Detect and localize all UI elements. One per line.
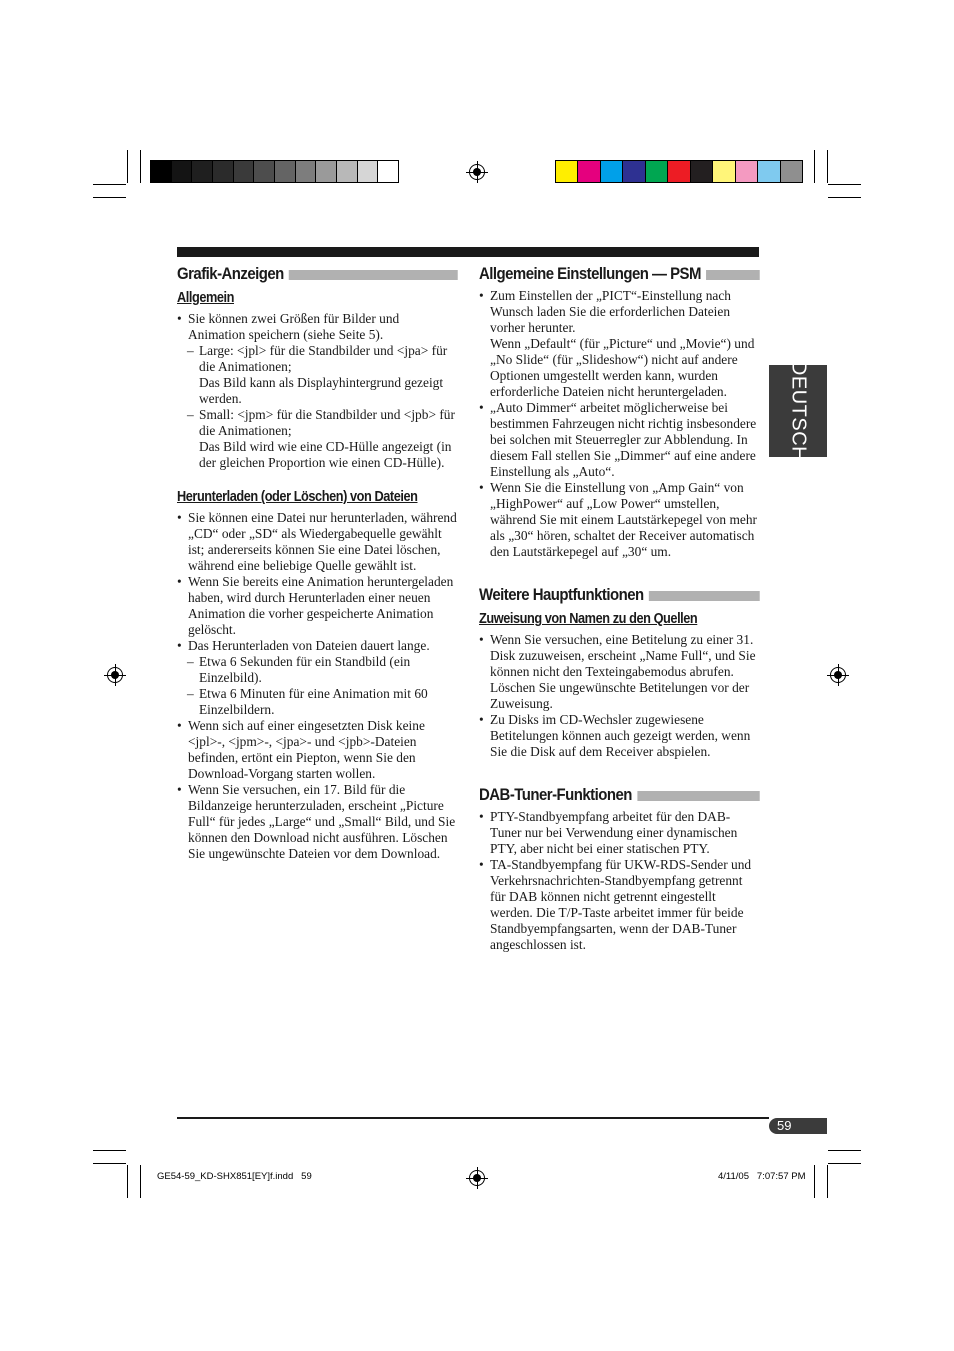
list-item: • Wenn Sie bereits eine Animation heruntergeladen haben, wird durch Herunterladen einer neuen Animation die vorher gespeicherte Animation gelöscht. [177, 574, 459, 638]
language-tab-label: DEUTSCH [787, 360, 810, 462]
crop-mark [828, 1150, 861, 1151]
section-heading: Grafik-Anzeigen [177, 262, 457, 286]
list-item: Das Bild kann als Displayhintergrund gezeigt werden. [199, 375, 444, 406]
color-swatch [254, 161, 275, 182]
registration-mark-icon [830, 667, 846, 683]
list-item: • Sie können eine Datei nur herunterladen, während „CD“ oder „SD“ als Wiedergabequelle gewählt ist; andererseits können Sie eine Datei löschen, während eine beliebige Quelle gewählt ist. [177, 510, 459, 574]
list-item: – Etwa 6 Sekunden für ein Standbild (ein Einzelbild). [187, 654, 411, 685]
heading-fill-bar [289, 270, 457, 280]
grayscale-color-bar [150, 160, 399, 183]
color-swatch [601, 161, 623, 182]
color-swatch [172, 161, 193, 182]
color-swatch [316, 161, 337, 182]
file-slug: GE54-59_KD-SHX851[EY]f.indd 59 [157, 1171, 312, 1182]
color-swatch [646, 161, 668, 182]
list-item: • Wenn Sie versuchen, ein 17. Bild für die Bildanzeige herunterzuladen, erscheint „Picture Full“ für jedes „Large“ und „Small“ Bild, und Sie können den Download nicht ausführen. Löschen Sie ungewünschte Dateien vor dem Download. [177, 782, 459, 862]
heading-fill-bar [637, 791, 759, 801]
color-swatch [337, 161, 358, 182]
color-swatch [713, 161, 735, 182]
list-item: Das Bild wird wie eine CD-Hülle angezeigt (in der gleichen Proportion wie einen CD-Hülle). [199, 439, 452, 470]
page-number-badge [769, 1118, 827, 1134]
registration-mark-icon [107, 667, 123, 683]
crop-mark [93, 1163, 126, 1164]
crop-mark [140, 1165, 141, 1198]
color-swatch [296, 161, 317, 182]
crop-mark [828, 1163, 861, 1164]
color-swatch [151, 161, 172, 182]
list-item: – Large: <jpl> für die Standbilder und <jpa> für die Animationen; [187, 343, 448, 374]
color-swatch [378, 161, 398, 182]
color-swatch [213, 161, 234, 182]
list-item: Wenn „Default“ (für „Picture“ und „Movie“) und „No Slide“ (für „Slideshow“) nicht auf andere Optionen umgestellt werden kann, wurden erforderliche Dateien nicht heruntergeladen. [490, 336, 755, 399]
list-item: • „Auto Dimmer“ arbeitet möglicherweise bei bestimmen Fahrzeugen nicht richtig insbesondere bei solchen mit Steuerregler zur Abblendung. In diesem Fall stellen Sie „Dimmer“ auf eine andere Einstellung als „Auto“. [479, 400, 761, 480]
bottom-rule [177, 1117, 769, 1119]
crop-mark [140, 150, 141, 183]
subsection-heading: Zuweisung von Namen zu den Quellen [479, 611, 698, 627]
list-item: • Wenn Sie versuchen, eine Betitelung zu einer 31. Disk zuzuweisen, erscheint „Name Full“, und Sie können nicht den Texteingabemodus abrufen. Löschen Sie ungewünschte Betitelungen vor der Zuweisung. [479, 632, 761, 712]
list-item: • Das Herunterladen von Dateien dauert lange. [177, 638, 459, 654]
list-item: – Small: <jpm> für die Standbilder und <jpb> für die Animationen; [187, 407, 455, 438]
bullet-list [177, 510, 459, 862]
color-swatch [275, 161, 296, 182]
crop-mark [814, 150, 815, 183]
crop-mark [127, 1165, 128, 1198]
registration-mark-icon [469, 164, 485, 180]
color-swatch [234, 161, 255, 182]
subsection-heading: Allgemein [177, 290, 235, 306]
subsection-heading: Herunterladen (oder Löschen) von Dateien [177, 489, 418, 505]
heading-fill-bar [649, 591, 760, 601]
top-rule [177, 247, 759, 257]
color-swatch [358, 161, 379, 182]
crop-mark [827, 150, 828, 183]
color-swatch [623, 161, 645, 182]
section-heading: Weitere Hauptfunktionen [479, 583, 759, 607]
language-tab [769, 360, 827, 462]
list-item: • Wenn Sie die Einstellung von „Amp Gain“ von „HighPower“ auf „Low Power“ umstellen, während Sie mit einem Lautstärkepegel von mehr als „30“ hören, schaltet der Receiver automatisch den Lautstärkepegel auf „30“ um. [479, 480, 761, 560]
bullet-list [479, 809, 761, 953]
process-color-bar [555, 160, 803, 183]
color-swatch [556, 161, 578, 182]
list-item: • Zum Einstellen der „PICT“-Einstellung nach Wunsch laden Sie die erforderlichen Dateien vorher herunter. [479, 288, 761, 336]
crop-mark [828, 184, 861, 185]
crop-mark [93, 1150, 126, 1151]
crop-mark [127, 150, 128, 183]
list-item: • PTY-Standbyempfang arbeitet für den DAB-Tuner nur bei Verwendung einer dynamischen PTY, aber nicht bei einer statischen PTY. [479, 809, 761, 857]
color-swatch [691, 161, 713, 182]
crop-mark [827, 1165, 828, 1198]
color-swatch [781, 161, 802, 182]
list-item: • Sie können zwei Größen für Bilder und Animation speichern (siehe Seite 5). [177, 311, 459, 343]
page-number: 59 [777, 1118, 792, 1133]
bullet-list [177, 311, 459, 471]
list-item: • Zu Disks im CD-Wechsler zugewiesene Betitelungen können auch gezeigt werden, wenn Sie die Disk auf dem Receiver abspielen. [479, 712, 761, 760]
color-swatch [578, 161, 600, 182]
crop-mark [93, 197, 126, 198]
bullet-list [479, 632, 761, 760]
list-item: – Etwa 6 Minuten für eine Animation mit 60 Einzelbildern. [187, 686, 428, 717]
color-swatch [758, 161, 780, 182]
left-column [177, 262, 459, 862]
color-swatch [192, 161, 213, 182]
right-column [479, 262, 761, 953]
section-heading: Allgemeine Einstellungen — PSM [479, 262, 759, 286]
heading-fill-bar [706, 270, 759, 280]
section-heading: DAB-Tuner-Funktionen [479, 783, 759, 807]
registration-mark-icon [469, 1170, 485, 1186]
crop-mark [828, 197, 861, 198]
list-item: • Wenn sich auf einer eingesetzten Disk keine <jpl>-, <jpm>-, <jpa>- und <jpb>-Dateien befinden, ertönt ein Piepton, wenn Sie den Download-Vorgang starten wollen. [177, 718, 459, 782]
list-item: • TA-Standbyempfang für UKW-RDS-Sender und Verkehrsnachrichten-Standbyempfang getrennt für DAB können nicht getrennt eingestellt werden. Die T/P-Taste arbeitet immer für beide Standbyempfangsarten, wenn der DAB-Tuner angeschlossen ist. [479, 857, 761, 953]
color-swatch [668, 161, 690, 182]
timestamp-slug: 4/11/05 7:07:57 PM [718, 1171, 806, 1182]
color-swatch [736, 161, 758, 182]
bullet-list [479, 288, 761, 560]
crop-mark [814, 1165, 815, 1198]
crop-mark [93, 184, 126, 185]
